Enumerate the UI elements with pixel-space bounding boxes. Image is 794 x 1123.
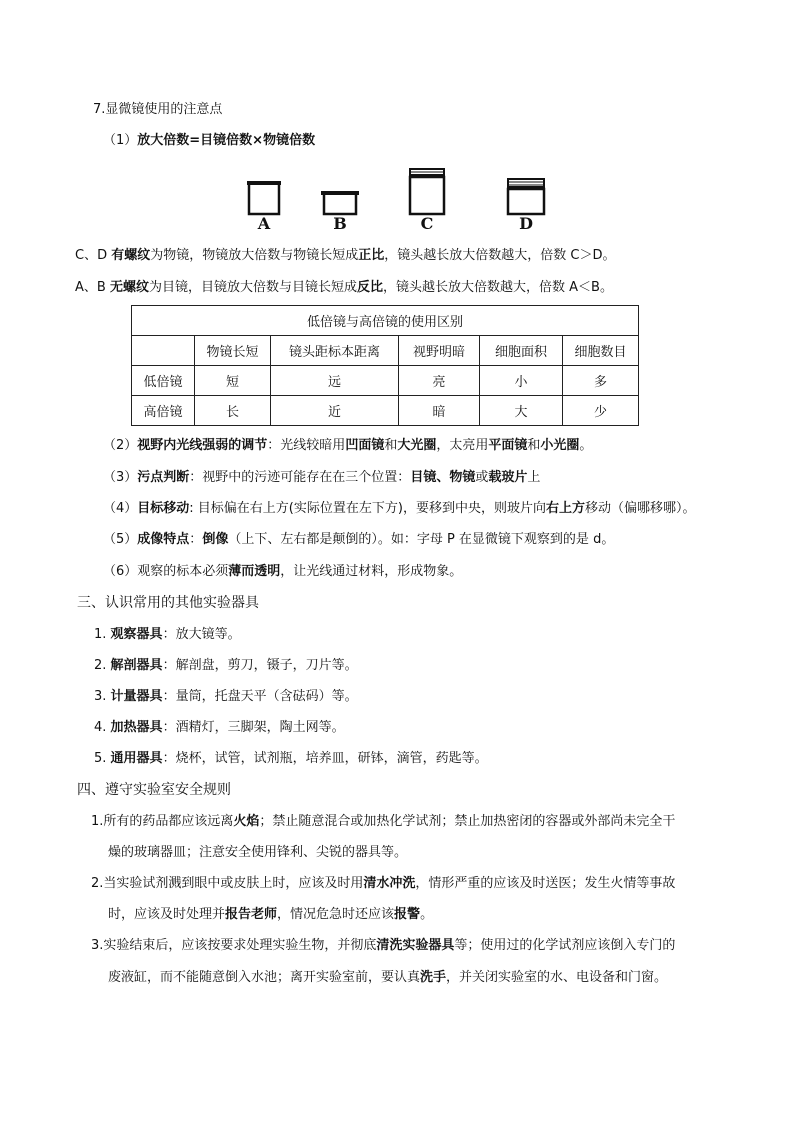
objective-d-icon — [505, 178, 547, 216]
rule-text: 等；使用过的化学试剂应该倒入专门的 — [454, 938, 676, 953]
table-header-row — [132, 336, 639, 366]
ab-thread: 无螺纹 — [109, 280, 149, 295]
table-cell: 少 — [563, 396, 639, 426]
table-cell: 小 — [480, 366, 563, 396]
lens-b-label: B — [333, 214, 347, 233]
item-text: ：量筒，托盘天平（含砝码）等。 — [162, 689, 358, 704]
note-5-text: ： — [189, 532, 203, 547]
ab-relation: 反比 — [356, 280, 383, 295]
note-5-term: 倒像 — [202, 532, 229, 547]
note-4-text: 移动（偏哪移哪）。 — [584, 501, 696, 516]
note-4-text: : 目标偏在右上方(实际位置在左下方)，要移到中央，则玻片向 — [189, 501, 546, 516]
cd-thread: 有螺纹 — [111, 248, 151, 263]
rule-text: 。 — [420, 907, 434, 922]
list-item — [94, 719, 345, 737]
objective-note — [75, 247, 616, 265]
note-3-term: 目镜、物镜 — [410, 470, 476, 485]
note-5-text: （上下、左右都是颠倒的）。如：字母 P 在显微镜下观察到的是 d。 — [228, 532, 615, 547]
rule-text: 时，应该及时处理并 — [108, 907, 226, 922]
lens-c — [406, 168, 448, 232]
lens-d-label: D — [519, 214, 533, 233]
eyepiece-b-icon — [321, 190, 359, 216]
item-label: 通用器具 — [110, 751, 163, 766]
table-header — [132, 336, 195, 366]
ab-rest: ，镜头越长放大倍数越大，倍数 A＜B。 — [383, 280, 613, 295]
item-label: 观察器具 — [110, 627, 163, 642]
note-6-text: （6）观察的标本必须 — [103, 564, 229, 579]
list-item — [94, 657, 358, 675]
section-4-title: 四、遵守实验室安全规则 — [77, 782, 231, 798]
rule-3-line-2 — [108, 969, 667, 987]
rule-term: 报告老师 — [225, 907, 278, 922]
table-row — [132, 396, 639, 426]
item-label: 加热器具 — [110, 720, 163, 735]
note-1-prefix: （1） — [103, 133, 138, 148]
table-cell: 短 — [195, 366, 271, 396]
cd-relation: 正比 — [358, 248, 385, 263]
table-cell: 暗 — [399, 396, 480, 426]
item-text: ：解剖盘，剪刀，镊子，刀片等。 — [162, 658, 358, 673]
table-header: 镜头距标本距离 — [271, 336, 399, 366]
note-4-label: 目标移动 — [137, 501, 190, 516]
note-2-text: 和 — [384, 438, 398, 453]
table-cell: 低倍镜 — [132, 366, 195, 396]
note-2-label: 视野内光线强弱的调节 — [137, 438, 268, 453]
objective-c-icon — [407, 168, 447, 216]
rule-text: 2.当实验试剂溅到眼中或皮肤上时，应该及时用 — [91, 876, 364, 891]
note-3-prefix: （3） — [103, 470, 138, 485]
list-item — [94, 688, 358, 706]
rule-term: 火焰 — [233, 814, 260, 829]
table-caption: 低倍镜与高倍镜的使用区别 — [132, 306, 639, 336]
rule-text: 废液缸，而不能随意倒入水池；离开实验室前，要认真 — [108, 970, 421, 985]
cd-text: 为物镜，物镜放大倍数与物镜长短成 — [150, 248, 359, 263]
note-2-term: 小光圈 — [540, 438, 580, 453]
note-2-text: ，太亮用 — [436, 438, 489, 453]
ab-text: 为目镜，目镜放大倍数与目镜长短成 — [148, 280, 357, 295]
lens-b — [319, 190, 361, 232]
eyepiece-note — [75, 279, 613, 297]
item-number: 3. — [94, 689, 107, 704]
ab-label: A、B — [75, 280, 110, 295]
rule-text: ，并关闭实验室的水、电设备和门窗。 — [446, 970, 668, 985]
table-header: 视野明暗 — [399, 336, 480, 366]
table-caption-row — [132, 306, 639, 336]
item-number: 2. — [94, 658, 107, 673]
note-4-prefix: （4） — [103, 501, 138, 516]
rule-text: 1.所有的药品都应该远离 — [91, 814, 234, 829]
section-7-title: 7.显微镜使用的注意点 — [93, 102, 223, 117]
note-5 — [103, 531, 614, 549]
note-4-term: 右上方 — [545, 501, 585, 516]
item-text: ：酒精灯，三脚架，陶土网等。 — [162, 720, 345, 735]
item-number: 5. — [94, 751, 107, 766]
rule-term: 报警 — [394, 907, 421, 922]
cd-label: C、D — [75, 248, 112, 263]
rule-2-line-1 — [91, 875, 675, 893]
table-header: 细胞面积 — [480, 336, 563, 366]
table-cell: 高倍镜 — [132, 396, 195, 426]
note-2-term: 凹面镜 — [345, 438, 385, 453]
note-2-text: ：光线较暗用 — [267, 438, 346, 453]
note-2-term: 大光圈 — [397, 438, 437, 453]
lens-a-label: A — [257, 214, 271, 233]
rule-text: ；禁止随意混合或加热化学试剂；禁止加热密闭的容器或外部尚未完全干 — [259, 814, 676, 829]
rule-2-line-2 — [108, 906, 433, 924]
note-5-prefix: （5） — [103, 532, 138, 547]
note-3-text: ：视野中的污迹可能存在在三个位置： — [189, 470, 411, 485]
list-item — [94, 626, 241, 644]
lens-c-label: C — [420, 214, 434, 233]
note-3-text: 上 — [527, 470, 541, 485]
item-text: ：放大镜等。 — [162, 627, 241, 642]
item-text: ：烧杯，试管，试剂瓶，培养皿，研钵，滴管，药匙等。 — [162, 751, 488, 766]
rule-text: ，情况危急时还应该 — [277, 907, 395, 922]
item-number: 4. — [94, 720, 107, 735]
rule-text: ，情形严重的应该及时送医；发生火情等事故 — [415, 876, 676, 891]
item-label: 解剖器具 — [110, 658, 163, 673]
note-1-text: 放大倍数=目镜倍数×物镜倍数 — [137, 133, 316, 148]
rule-1-line-1 — [91, 813, 675, 831]
list-item — [94, 750, 488, 768]
note-2-prefix: （2） — [103, 438, 138, 453]
lens-illustration — [240, 172, 570, 232]
note-3-label: 污点判断 — [137, 470, 190, 485]
table-cell: 亮 — [399, 366, 480, 396]
rule-term: 清洗实验器具 — [376, 938, 455, 953]
note-2 — [103, 437, 592, 455]
note-5-label: 成像特点 — [137, 532, 190, 547]
note-3 — [103, 469, 540, 487]
rule-term: 清水冲洗 — [363, 876, 416, 891]
note-6-text: ，让光线通过材料，形成物象。 — [280, 564, 463, 579]
item-label: 计量器具 — [110, 689, 163, 704]
cd-rest: ，镜头越长放大倍数越大，倍数 C＞D。 — [384, 248, 616, 263]
note-2-text: 。 — [579, 438, 593, 453]
magnification-table — [131, 305, 639, 426]
note-4 — [103, 500, 695, 518]
rule-3-line-1 — [91, 937, 675, 955]
table-cell: 大 — [480, 396, 563, 426]
note-2-text: 和 — [527, 438, 541, 453]
lens-a — [244, 180, 284, 232]
note-6-term: 薄而透明 — [228, 564, 281, 579]
lens-d — [504, 178, 548, 232]
note-3-term: 载玻片 — [488, 470, 528, 485]
table-cell: 远 — [271, 366, 399, 396]
table-cell: 多 — [563, 366, 639, 396]
table-header: 细胞数目 — [563, 336, 639, 366]
item-number: 1. — [94, 627, 107, 642]
note-3-text: 或 — [475, 470, 489, 485]
note-6 — [103, 563, 462, 581]
table-row — [132, 366, 639, 396]
rule-term: 洗手 — [420, 970, 447, 985]
table-header: 物镜长短 — [195, 336, 271, 366]
rule-text: 3.实验结束后，应该按要求处理实验生物，并彻底 — [91, 938, 377, 953]
note-1 — [103, 132, 315, 150]
section-3-title: 三、认识常用的其他实验器具 — [77, 595, 259, 611]
table-cell: 近 — [271, 396, 399, 426]
eyepiece-a-icon — [247, 180, 281, 216]
rule-1-line-2: 燥的玻璃器皿；注意安全使用锋利、尖锐的器具等。 — [108, 845, 408, 860]
table-cell: 长 — [195, 396, 271, 426]
note-2-term: 平面镜 — [488, 438, 528, 453]
